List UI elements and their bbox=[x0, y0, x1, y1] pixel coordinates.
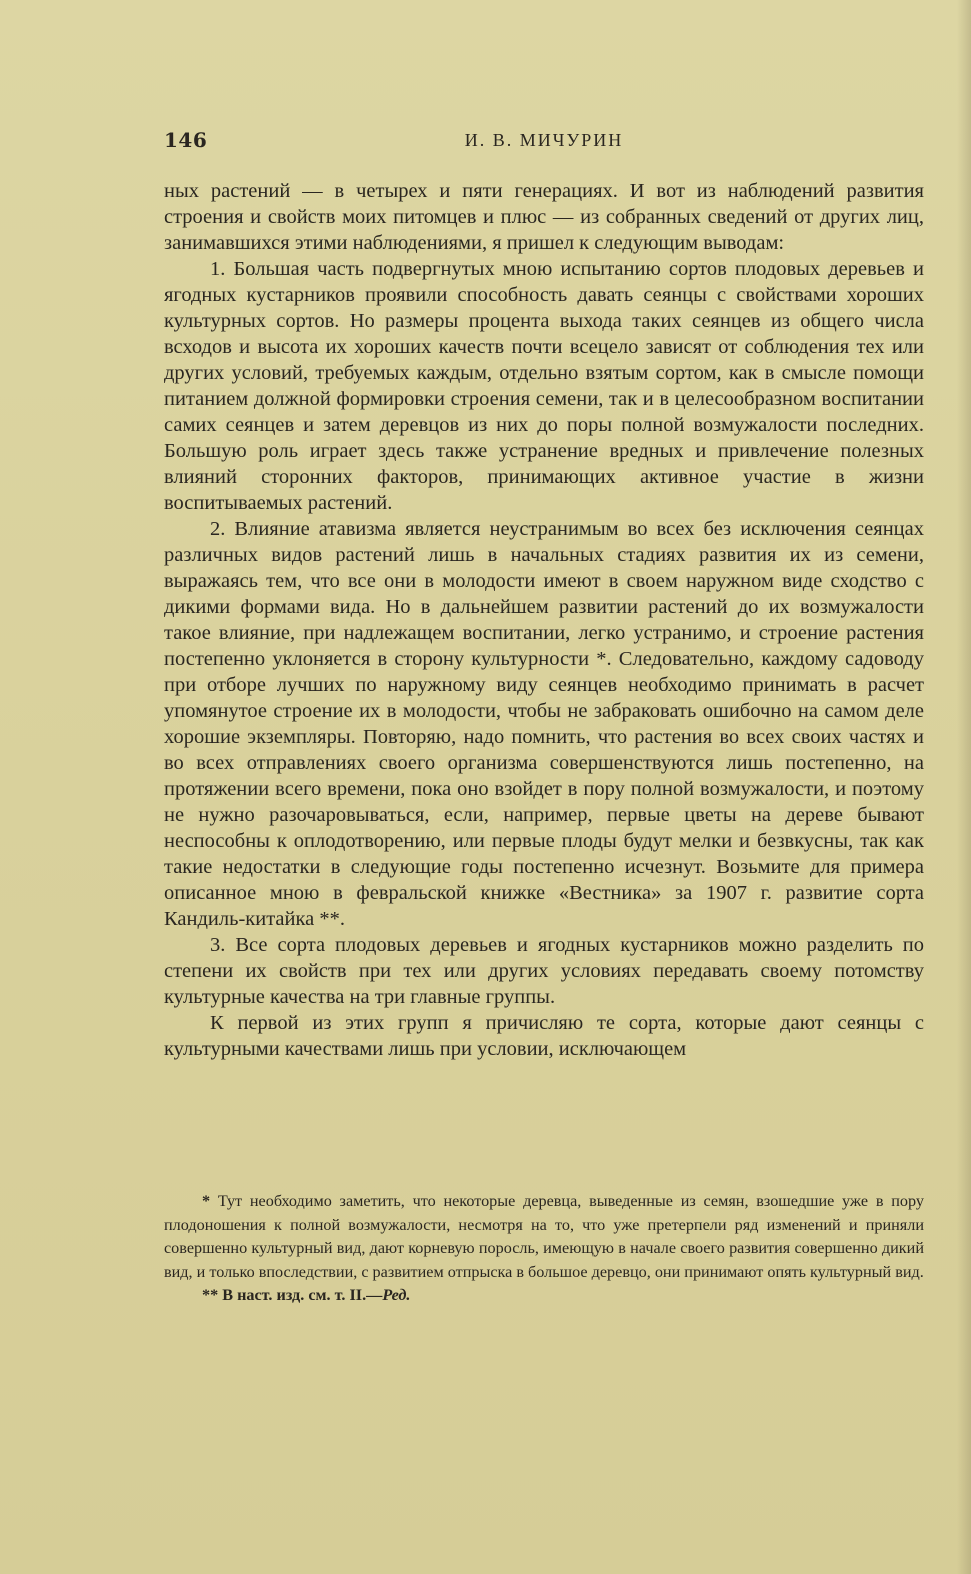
footnote-2-editor: Ред. bbox=[382, 1286, 411, 1304]
footnotes bbox=[164, 1190, 924, 1308]
footnote-1-mark: * bbox=[202, 1192, 211, 1210]
footnote-1-text: Тут необходимо заметить, что некоторые деревца, выведенные из семян, взошедшие уже в пору плодоношения к полной возмужалости, несмотря на то, что уже претерпели ряд изменений и приняли совершенно культурный вид, дают корневую поросль, имеющую в начале своего развития совершенно дикий вид, и только впоследствии, с развитием отпрыска в большое деревцо, они принимают опять культурный вид. bbox=[164, 1192, 924, 1281]
page-header bbox=[164, 128, 924, 158]
paragraph: 2. Влияние атавизма является неустранимым во всех без исключения сеянцах различных видов растений лишь в начальных стадиях развития их из семени, выражаясь тем, что все они в молодости имеют в своем наружном виде сходство с дикими формами вида. Но в дальнейшем развитии растений до их возмужалости такое влияние, при надлежащем воспитании, легко устранимо, и строение растения постепенно уклоняется в сторону культурности *. Следовательно, каждому садоводу при отборе лучших по наружному виду сеянцев необходимо принимать в расчет упомянутое строение их в молодости, чтобы не забраковать ошибочно на самом деле хорошие экземпляры. Повторяю, надо помнить, что растения во всех своих частях и во всех отправлениях своего организма совершенствуются лишь постепенно, на протяжении всего времени, пока оно взойдет в пору полной возмужалости, и поэтому не нужно разочаровываться, если, например, первые цветы на дереве бывают неспособны к оплодотворению, или первые плоды будут мелки и безвкусны, так как такие недостатки в следующие годы постепенно исчезнут. Возьмите для примера описанное мною в февральской книжке «Вестника» за 1907 г. развитие сорта Кандиль-китайка **. bbox=[164, 518, 924, 930]
footnote-1 bbox=[164, 1190, 924, 1284]
paragraph: К первой из этих групп я причисляю те сорта, которые дают сеянцы с культурными качествами лишь при условии, исключающем bbox=[164, 1012, 924, 1060]
footnote-2-text: В наст. изд. см. т. II.— bbox=[222, 1286, 383, 1304]
page-number: 146 bbox=[164, 128, 208, 152]
paragraph: 1. Большая часть подвергнутых мною испытанию сортов плодовых деревьев и ягодных кустарников проявили способность давать сеянцы с свойствами хороших культурных сортов. Но размеры процента выхода таких сеянцев из общего числа всходов и высота их хороших качеств почти всецело зависят от соблюдения тех или других условий, требуемых каждым, отдельно взятым сортом, как в смысле помощи питанием должной формировки строения семени, так и в целесообразном воспитании самих сеянцев и затем деревцов из них до поры полной возмужалости последних. Большую роль играет здесь также устранение вредных и привлечение полезных влияний сторонних факторов, принимающих активное участие в жизни воспитываемых растений. bbox=[164, 258, 924, 514]
footnote-2-mark: ** bbox=[202, 1286, 219, 1304]
main-text bbox=[164, 178, 924, 1062]
page-edge-shadow bbox=[957, 0, 971, 1574]
footnote-2 bbox=[164, 1284, 924, 1308]
running-title: И. В. МИЧУРИН bbox=[464, 130, 624, 150]
paragraph: ных растений — в четырех и пяти генерациях. И вот из наблюдений развития строения и свойств моих питомцев и плюс — из собранных сведений от других лиц, занимавшихся этими наблюдениями, я пришел к следующим выводам: bbox=[164, 180, 924, 254]
paragraph: 3. Все сорта плодовых деревьев и ягодных кустарников можно разделить по степени их свойств при тех или других условиях передавать своему потомству культурные качества на три главные группы. bbox=[164, 934, 924, 1008]
